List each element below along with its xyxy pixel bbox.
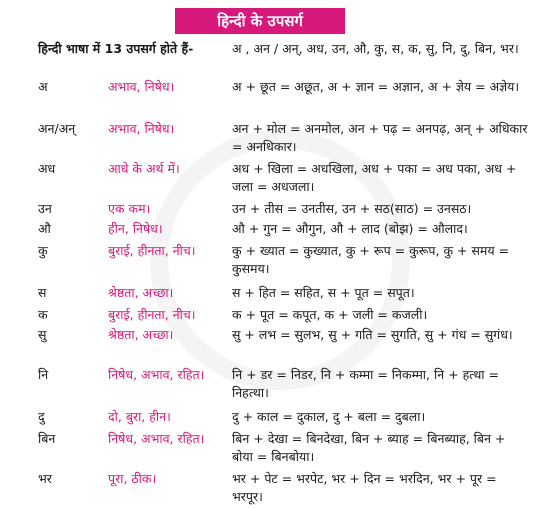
prefix-term: उन [38,201,52,216]
prefix-term: अध [38,161,56,176]
prefix-examples: उन + तीस = उनतीस, उन + सठ(साठ) = उनसठ। [232,201,472,216]
prefix-meaning: श्रेष्ठता, अच्छा। [108,285,174,300]
prefix-examples: औ + गुन = औगुन, औ + लाद (बोझ) = औलाद। [232,221,468,236]
prefix-meaning: अभाव, निषेध। [108,79,175,94]
prefix-examples: क + पूत = कपूत, क + जली = कजली। [232,307,428,322]
prefix-term: भर [38,471,52,486]
prefix-meaning: बुराई, हीनता, नीच। [108,243,196,258]
prefix-meaning: बुराई, हीनता, नीच। [108,307,196,322]
prefix-examples: कु + ख्यात = कुख्यात, कु + रूप = कुरूप, कु + समय = कुसमय। [232,243,510,276]
page-title: हिन्दी के उपसर्ग [175,8,345,34]
intro-prefix-list: अ , अन / अन्, अध, उन, औ, कु, स, क, सु, नि, दु, बिन, भर। [232,41,519,56]
prefix-meaning: दो, बुरा, हीन। [108,409,171,424]
prefix-examples: सु + लभ = सुलभ, सु + गति = सुगति, सु + गंध = सुगंध। [232,327,513,342]
prefix-term: सु [38,327,47,342]
prefix-meaning: आधे के अर्थ में। [108,161,180,176]
prefix-meaning: पूरा, ठीक। [108,471,157,486]
prefix-examples: बिन + देखा = बिनदेखा, बिन + ब्याह = बिनब्याह, बिन + बोया = बिनबोया। [232,431,506,464]
prefix-examples: भर + पेट = भरपेट, भर + दिन = भरदिन, भर + पूर = भरपूर। [232,471,497,504]
prefix-term: कु [38,243,48,258]
prefix-examples: स + हित = सहित, स + पूत = सपूत। [232,285,415,300]
prefix-term: क [38,307,48,322]
prefix-meaning: अभाव, निषेध। [108,121,175,136]
prefix-term: औ [38,221,51,236]
prefix-meaning: श्रेष्ठता, अच्छा। [108,327,174,342]
intro-label: हिन्दी भाषा में 13 उपसर्ग होते हैं- [38,41,194,56]
prefix-term: बिन [38,431,56,446]
prefix-term: अन/अन् [38,121,76,136]
prefix-meaning: एक कम। [108,201,151,216]
prefix-term: नि [38,367,49,382]
prefix-meaning: निषेध, अभाव, रहित। [108,367,205,382]
prefix-term: दु [38,409,45,424]
prefix-term: अ [38,79,48,94]
prefix-meaning: निषेध, अभाव, रहित। [108,431,205,446]
prefix-examples: अध + खिला = अधखिला, अध + पका = अध पका, अध + जला = अधजला। [232,161,517,194]
prefix-examples: नि + डर = निडर, नि + कम्मा = निकम्मा, नि + हत्था = निहत्था। [232,367,499,400]
prefix-term: स [38,285,47,300]
prefix-examples: अन + मोल = अनमोल, अन + पढ़ = अनपढ़, अन् + अधिकार = अनधिकार। [232,121,528,154]
prefix-examples: दु + काल = दुकाल, दु + बला = दुबला। [232,409,426,424]
prefix-meaning: हीन, निषेध। [108,221,163,236]
prefix-examples: अ + छूत = अछूत, अ + ज्ञान = अज्ञान, अ + ज्ञेय = अज्ञेय। [232,79,520,94]
